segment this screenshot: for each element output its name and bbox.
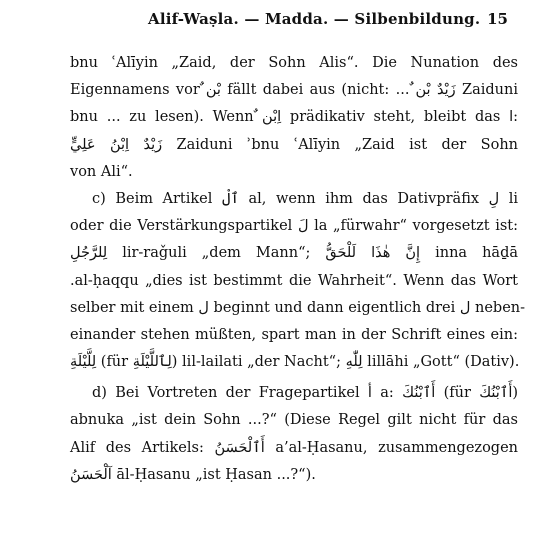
page-number: 15 [487,10,508,28]
text-line: bnu ʿAlīyin „Zaid, der Sohn Alis“. Die Nunation des [70,55,518,71]
text-line: einander stehen müßten, spart man in der Schrift eines ein: [70,326,518,343]
text-line: .al-ḥaqqu „dies ist bestimmt die Wahrheit“. Wenn das Wort [70,272,518,289]
text-line: oder die Verstärkungspartikel لَ la „fürwahr“ vorgesetzt ist: [70,218,518,235]
text-line: زَيْدٌ اِبْنُ عَلِيٍّ Zaiduni ʾbnu ʿAlīyin „Zaid ist der Sohn [70,136,518,153]
text-line: selber mit einem ل beginnt und dann eigentlich drei ل neben- [70,299,526,316]
text-line: bnu ... zu lesen). Wenn ٌاِبْن prädikativ steht, bleibt das ا: [70,109,518,126]
text-line: لِلَّيْلَةِ (für لِٱللَّيْلَةِ) lil-lailati „der Nacht“; لِلّٰهِ lillāhi „Gott“ (Dativ). [70,354,520,371]
paragraph-d-start: d) Bei Vortreten der Fragepartikel أ a: أَٱبْنُكَ (für أَٱبْنُكَ) [92,385,519,402]
text-line: Alif des Artikels: أَٱلْحَسَنُ a’al-Ḥasanu, zusammengezogen [70,439,518,456]
text-line: von Ali“. [70,163,133,180]
text-line: Eigennamens vor ٌبْن fällt dabei aus (nicht: ... ٌزَيْدٌ بْن Zaiduni [70,82,518,99]
text-line: لِلرَّجُلِ lir-raǧuli „dem Mann“; إِنَّ هٰذَا لَلْحَقُّ inna hāḏā [70,245,518,262]
running-header [0,6,540,32]
body-text [70,50,526,489]
paragraph-c-start: c) Beim Artikel ٱلْ al, wenn ihm das Dativpräfix لِ li [92,190,518,207]
text-line: abnuka „ist dein Sohn ...?“ (Diese Regel gilt nicht für das [70,412,518,429]
header-title: Alif-Waṣla. — Madda. — Silbenbildung. [148,10,481,28]
text-line: آلْحَسَنُ āl-Ḥasanu „ist Ḥasan ...?“). [70,466,316,483]
